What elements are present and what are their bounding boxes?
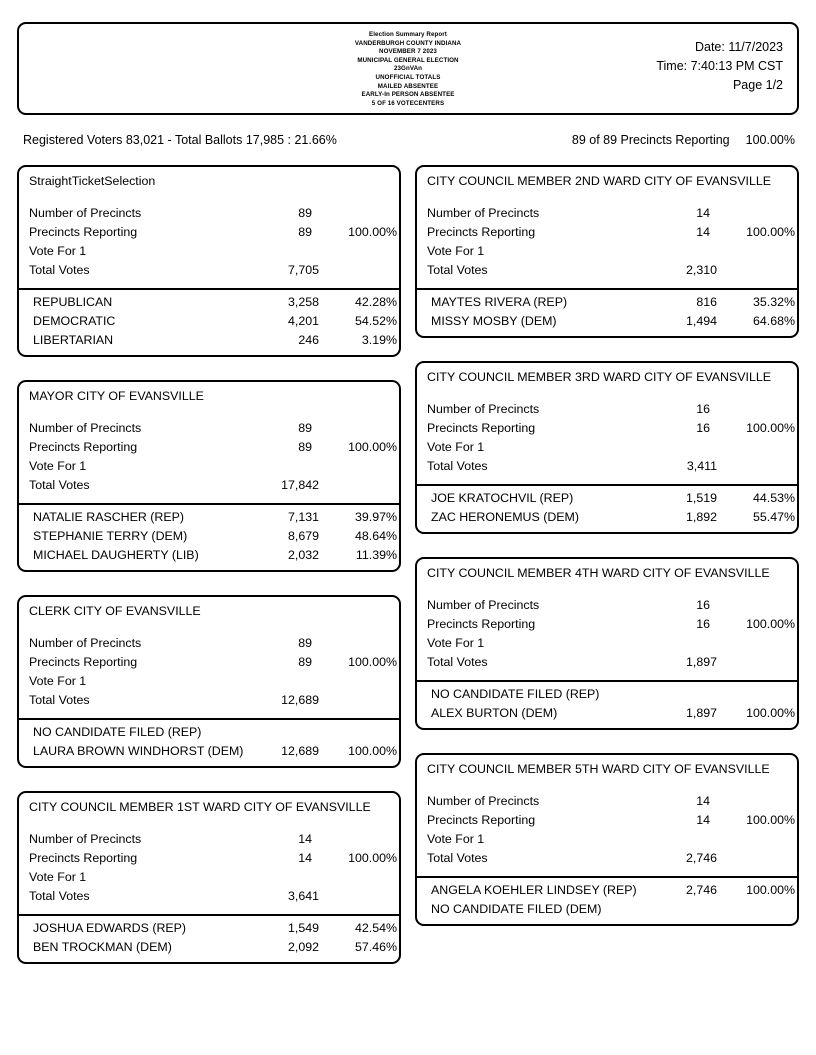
candidate-votes: 816 [696,295,717,309]
candidate-row [19,293,399,312]
number-of-precincts [417,794,797,813]
candidate-name: NO CANDIDATE FILED (REP) [431,687,600,701]
contest-box [17,791,401,964]
vote-for-label: Vote For 1 [29,244,87,258]
precincts-reporting-percent: 100.00% [348,440,397,454]
candidate-name: NO CANDIDATE FILED (DEM) [431,902,602,916]
contest-stats [19,620,399,718]
precincts-reporting-value: 14 [696,813,710,827]
vote-for-label: Vote For 1 [427,832,485,846]
precincts-reporting [417,421,797,440]
precincts-reporting-value: 16 [696,617,710,631]
contest-stats [417,190,797,288]
vote-for-label: Vote For 1 [427,244,485,258]
stats-spacer [19,409,399,421]
candidate-name: STEPHANIE TERRY (DEM) [33,529,188,543]
candidate-name: LAURA BROWN WINDHORST (DEM) [33,744,244,758]
number-of-precincts-label: Number of Precincts [29,206,142,220]
candidate-votes: 2,092 [287,940,319,954]
total-votes-value: 3,641 [287,889,319,903]
candidate-row [19,527,399,546]
candidate-votes: 1,494 [685,314,717,328]
contest-box [415,361,799,534]
vote-for-label: Vote For 1 [29,459,87,473]
precincts-reporting-percent: 100.00% [745,133,795,147]
report-title-line: 23GnVAn [393,65,423,73]
total-votes-label: Total Votes [427,459,488,473]
precincts-reporting-summary [572,133,795,147]
precincts-reporting-percent: 100.00% [348,225,397,239]
candidate-name: JOSHUA EDWARDS (REP) [33,921,187,935]
stats-spacer [417,194,797,206]
precincts-reporting-label: Precincts Reporting [29,440,138,454]
precincts-reporting-value: 16 [696,421,710,435]
candidate-name: BEN TROCKMAN (DEM) [33,940,172,954]
number-of-precincts-label: Number of Precincts [427,794,540,808]
candidate-row [417,685,797,704]
report-title-line: NOVEMBER 7 2023 [379,48,437,56]
registered-voters-summary: Registered Voters 83,021 - Total Ballots 17,985 : 21.66% [23,133,337,147]
total-votes [19,263,399,282]
report-title-line: MUNICIPAL GENERAL ELECTION [357,56,459,64]
stats-spacer [19,194,399,206]
contest-box [17,165,401,357]
candidate-row [417,900,797,919]
stats-spacer [417,586,797,598]
contest-column-left [17,165,401,987]
report-title-line: UNOFFICIAL TOTALS [375,73,441,81]
candidate-name: REPUBLICAN [33,295,113,309]
stats-spacer [19,624,399,636]
candidate-name: NATALIE RASCHER (REP) [33,510,185,524]
contest-box [415,753,799,926]
total-votes-value: 17,842 [281,478,319,492]
candidate-list [417,878,797,924]
candidate-list [19,916,399,962]
precincts-reporting [19,225,399,244]
precincts-reporting-percent: 100.00% [746,617,795,631]
candidate-list [19,290,399,355]
candidate-name: DEMOCRATIC [33,314,116,328]
stats-spacer [417,390,797,402]
precincts-reporting-label: Precincts Reporting [29,655,138,669]
number-of-precincts-value: 14 [298,832,312,846]
contest-stats [417,386,797,484]
precincts-reporting-label: Precincts Reporting [29,851,138,865]
stats-spacer [417,782,797,794]
candidate-percent: 48.64% [354,529,397,543]
precincts-reporting-label: Precincts Reporting [427,225,536,239]
candidate-percent: 11.39% [355,548,397,562]
candidate-percent: 35.32% [752,295,795,309]
candidate-name: MAYTES RIVERA (REP) [431,295,568,309]
number-of-precincts-value: 14 [696,206,710,220]
total-votes [19,889,399,908]
total-votes [417,655,797,674]
number-of-precincts [19,832,399,851]
candidate-percent: 55.47% [752,510,795,524]
total-votes-label: Total Votes [427,655,488,669]
contest-box [415,165,799,338]
total-votes-label: Total Votes [29,263,90,277]
contest-stats [19,816,399,914]
report-meta-block [656,38,783,95]
candidate-list [417,682,797,728]
total-votes-value: 2,310 [685,263,717,277]
total-votes-label: Total Votes [29,889,90,903]
candidate-votes: 2,746 [685,883,717,897]
candidate-percent: 100.00% [348,744,397,758]
candidate-row [417,881,797,900]
candidate-name: ZAC HERONEMUS (DEM) [431,510,579,524]
vote-for [19,870,399,889]
precincts-reporting-percent: 100.00% [746,225,795,239]
total-votes [417,851,797,870]
candidate-name: MICHAEL DAUGHERTY (LIB) [33,548,199,562]
candidate-row [19,546,399,565]
number-of-precincts [417,598,797,617]
vote-for [417,244,797,263]
candidate-percent: 44.53% [752,491,795,505]
precincts-reporting-percent: 100.00% [746,421,795,435]
candidate-percent: 42.54% [354,921,397,935]
contest-title: CITY COUNCIL MEMBER 1ST WARD CITY OF EVANSVILLE [29,800,371,814]
precincts-reporting [19,851,399,870]
precincts-reporting-value: 14 [696,225,710,239]
candidate-percent: 64.68% [752,314,795,328]
candidate-votes: 1,897 [685,706,717,720]
candidate-percent: 42.28% [354,295,397,309]
contest-column-right [415,165,799,949]
total-votes [19,478,399,497]
candidate-name: ALEX BURTON (DEM) [431,706,558,720]
number-of-precincts-label: Number of Precincts [427,598,540,612]
candidate-votes: 1,549 [287,921,319,935]
report-title-line: EARLY-In PERSON ABSENTEE [361,91,455,99]
candidate-percent: 54.52% [354,314,397,328]
precincts-reporting [417,225,797,244]
candidate-name: MISSY MOSBY (DEM) [431,314,557,328]
candidate-votes: 1,519 [685,491,717,505]
stats-spacer [19,820,399,832]
candidate-row [19,919,399,938]
number-of-precincts [417,402,797,421]
report-time: Time: 7:40:13 PM CST [656,59,783,73]
candidate-list [417,486,797,532]
candidate-votes: 7,131 [287,510,319,524]
candidate-row [19,508,399,527]
candidate-percent: 100.00% [746,706,795,720]
candidate-row [417,293,797,312]
report-title-line: Election Summary Report [369,31,447,38]
precincts-reporting-percent: 100.00% [348,655,397,669]
number-of-precincts-value: 89 [298,206,312,220]
report-title-line: MAILED ABSENTEE [377,82,439,90]
precincts-reporting-value: 14 [298,851,312,865]
total-votes [19,693,399,712]
total-votes [417,459,797,478]
candidate-name: JOE KRATOCHVIL (REP) [431,491,574,505]
candidate-row [19,312,399,331]
report-date: Date: 11/7/2023 [694,40,783,54]
vote-for-label: Vote For 1 [29,870,87,884]
candidate-percent: 100.00% [746,883,795,897]
candidate-row [417,508,797,527]
candidate-row [417,312,797,331]
contest-title: CITY COUNCIL MEMBER 4TH WARD CITY OF EVANSVILLE [427,566,770,580]
vote-for [417,636,797,655]
number-of-precincts-label: Number of Precincts [29,832,142,846]
contest-stats [19,190,399,288]
precincts-reporting-label: Precincts Reporting [427,617,536,631]
report-header-box [17,22,799,115]
candidate-votes: 8,679 [287,529,319,543]
precincts-reporting [417,813,797,832]
candidate-row [19,742,399,761]
report-title-line: 5 OF 16 VOTECENTERS [371,99,445,107]
candidate-row [417,489,797,508]
number-of-precincts-value: 14 [696,794,710,808]
number-of-precincts-value: 89 [298,421,312,435]
candidate-name: LIBERTARIAN [33,333,114,347]
precincts-reporting [19,655,399,674]
contest-title: MAYOR CITY OF EVANSVILLE [29,389,204,403]
candidate-name: ANGELA KOEHLER LINDSEY (REP) [431,883,637,897]
candidate-list [417,290,797,336]
total-votes-label: Total Votes [29,693,90,707]
total-votes-label: Total Votes [427,263,488,277]
vote-for [19,244,399,263]
precincts-reporting-text: 89 of 89 Precincts Reporting [571,133,730,147]
number-of-precincts [19,206,399,225]
vote-for [19,674,399,693]
candidate-votes: 4,201 [287,314,319,328]
total-votes-value: 12,689 [281,693,319,707]
contest-box [17,595,401,768]
vote-for [417,440,797,459]
contest-title: CITY COUNCIL MEMBER 3RD WARD CITY OF EVANSVILLE [427,370,772,384]
report-title-line: VANDERBURGH COUNTY INDIANA [354,39,462,47]
number-of-precincts-label: Number of Precincts [427,206,540,220]
total-votes-value: 7,705 [287,263,319,277]
candidate-row [19,331,399,350]
total-votes-value: 1,897 [685,655,717,669]
candidate-list [19,505,399,570]
report-page: Page 1/2 [732,78,783,92]
precincts-reporting [19,440,399,459]
precincts-reporting-value: 89 [298,440,312,454]
candidate-votes: 246 [298,333,319,347]
number-of-precincts-label: Number of Precincts [29,421,142,435]
precincts-reporting [417,617,797,636]
precincts-reporting-label: Precincts Reporting [427,813,536,827]
total-votes-value: 3,411 [686,459,717,473]
candidate-percent: 3.19% [361,333,397,347]
candidate-percent: 39.97% [354,510,397,524]
precincts-reporting-percent: 100.00% [746,813,795,827]
contest-stats [417,778,797,876]
candidate-row [19,723,399,742]
candidate-votes: 12,689 [281,744,319,758]
contest-title: CLERK CITY OF EVANSVILLE [29,604,201,618]
total-votes-value: 2,746 [685,851,717,865]
contest-box [17,380,401,572]
contest-title: StraightTicketSelection [29,174,156,188]
contest-box [415,557,799,730]
precincts-reporting-label: Precincts Reporting [29,225,138,239]
number-of-precincts-value: 89 [298,636,312,650]
candidate-list [19,720,399,766]
number-of-precincts [19,636,399,655]
precincts-reporting-value: 89 [298,655,312,669]
vote-for [417,832,797,851]
number-of-precincts [19,421,399,440]
candidate-row [417,704,797,723]
vote-for-label: Vote For 1 [29,674,87,688]
candidate-votes: 2,032 [287,548,319,562]
number-of-precincts-label: Number of Precincts [29,636,142,650]
total-votes [417,263,797,282]
total-votes-label: Total Votes [427,851,488,865]
vote-for-label: Vote For 1 [427,440,485,454]
contest-title: CITY COUNCIL MEMBER 2ND WARD CITY OF EVANSVILLE [427,174,772,188]
number-of-precincts [417,206,797,225]
candidate-votes: 3,258 [287,295,319,309]
number-of-precincts-value: 16 [696,598,710,612]
candidate-row [19,938,399,957]
vote-for-label: Vote For 1 [427,636,485,650]
precincts-reporting-label: Precincts Reporting [427,421,536,435]
candidate-votes: 1,892 [685,510,717,524]
total-votes-label: Total Votes [29,478,90,492]
precincts-reporting-value: 89 [298,225,312,239]
contest-stats [19,405,399,503]
candidate-name: NO CANDIDATE FILED (REP) [33,725,202,739]
precincts-reporting-percent: 100.00% [348,851,397,865]
number-of-precincts-value: 16 [696,402,710,416]
contest-title: CITY COUNCIL MEMBER 5TH WARD CITY OF EVANSVILLE [427,762,770,776]
number-of-precincts-label: Number of Precincts [427,402,540,416]
candidate-percent: 57.46% [354,940,397,954]
contest-stats [417,582,797,680]
vote-for [19,459,399,478]
